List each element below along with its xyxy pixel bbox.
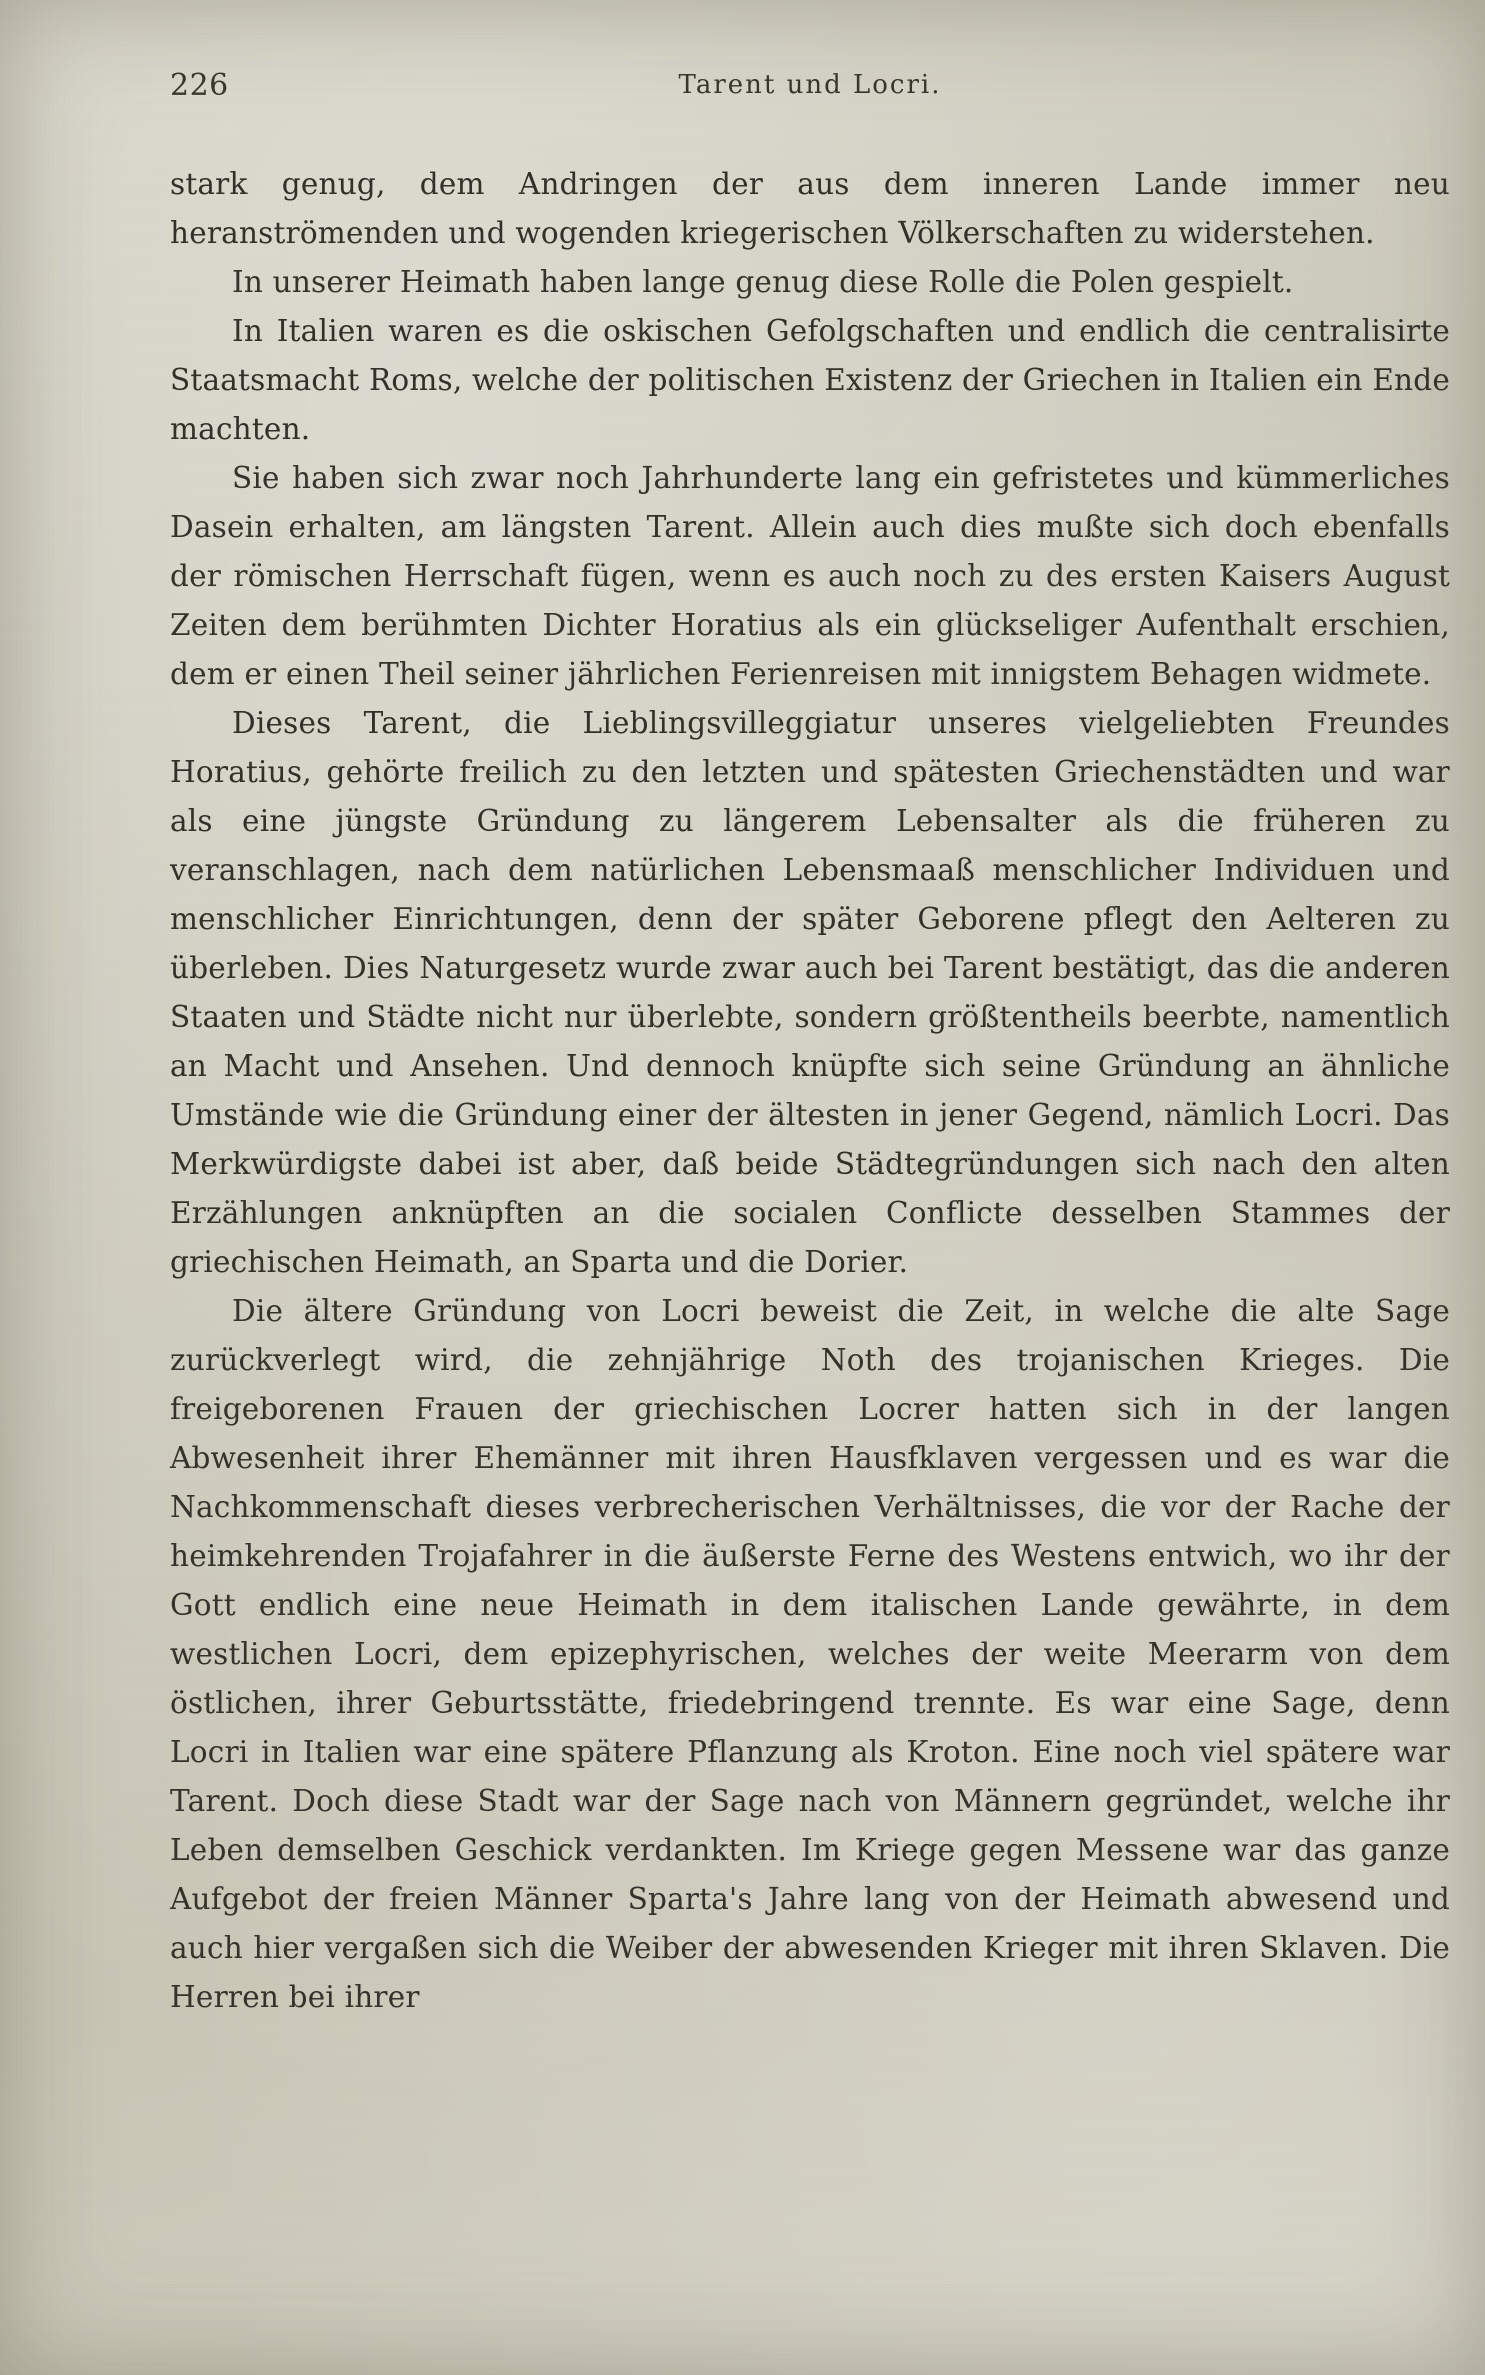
page-content	[170, 60, 1450, 2022]
paragraph: In unserer Heimath haben lange genug diese Rolle die Polen gespielt.	[232, 265, 1294, 299]
paragraph: In Italien waren es die oskischen Gefolgschaften und endlich die centralisirte Staatsmacht Roms, welche der politischen Existenz der Griechen in Italien ein Ende machten.	[170, 314, 1450, 446]
paragraph: stark genug, dem Andringen der aus dem inneren Lande immer neu heranströmenden und wogenden kriegerischen Völkerschaften zu widerstehen.	[170, 167, 1450, 250]
page-header	[170, 60, 1450, 118]
paragraph: Sie haben sich zwar noch Jahrhunderte lang ein gefristetes und kümmerliches Dasein erhalten, am längsten Tarent. Allein auch dies mußte sich doch ebenfalls der römischen Herrschaft fügen, wenn es auch noch zu des ersten Kaisers August Zeiten dem berühmten Dichter Horatius als ein glückseliger Aufenthalt erschien, dem er einen Theil seiner jährlichen Ferienreisen mit innigstem Behagen widmete.	[170, 461, 1450, 691]
paragraph: Dieses Tarent, die Lieblingsvilleggiatur unseres vielgeliebten Freundes Horatius, gehörte freilich zu den letzten und spätesten Griechenstädten und war als eine jüngste Gründung zu längerem Lebensalter als die früheren zu veranschlagen, nach dem natürlichen Lebensmaaß menschlicher Individuen und menschlicher Einrichtungen, denn der später Geborene pflegt den Aelteren zu überleben. Dies Naturgesetz wurde zwar auch bei Tarent bestätigt, das die anderen Staaten und Städte nicht nur überlebte, sondern größtentheils beerbte, namentlich an Macht und Ansehen. Und dennoch knüpfte sich seine Gründung an ähnliche Umstände wie die Gründung einer der ältesten in jener Gegend, nämlich Locri. Das Merkwürdigste dabei ist aber, daß beide Städtegründungen sich nach den alten Erzählungen anknüpften an die socialen Conflicte desselben Stammes der griechischen Heimath, an Sparta und die Dorier.	[170, 706, 1450, 1279]
page-number: 226	[170, 68, 229, 103]
running-head: Tarent und Locri.	[678, 70, 942, 100]
paragraph: Die ältere Gründung von Locri beweist die Zeit, in welche die alte Sage zurückverlegt wird, die zehnjährige Noth des trojanischen Krieges. Die freigeborenen Frauen der griechischen Locrer hatten sich in der langen Abwesenheit ihrer Ehemänner mit ihren Hausfklaven vergessen und es war die Nachkommenschaft dieses verbrecherischen Verhältnisses, die vor der Rache der heimkehrenden Trojafahrer in die äußerste Ferne des Westens entwich, wo ihr der Gott endlich eine neue Heimath in dem italischen Lande gewährte, in dem westlichen Locri, dem epizephyrischen, welches der weite Meerarm von dem östlichen, ihrer Geburtsstätte, friedebringend trennte. Es war eine Sage, denn Locri in Italien war eine spätere Pflanzung als Kroton. Eine noch viel spätere war Tarent. Doch diese Stadt war der Sage nach von Männern gegründet, welche ihr Leben demselben Geschick verdankten. Im Kriege gegen Messene war das ganze Aufgebot der freien Männer Sparta's Jahre lang von der Heimath abwesend und auch hier vergaßen sich die Weiber der abwesenden Krieger mit ihren Sklaven. Die Herren bei ihrer	[170, 1294, 1450, 2014]
body-text	[170, 160, 1450, 2022]
